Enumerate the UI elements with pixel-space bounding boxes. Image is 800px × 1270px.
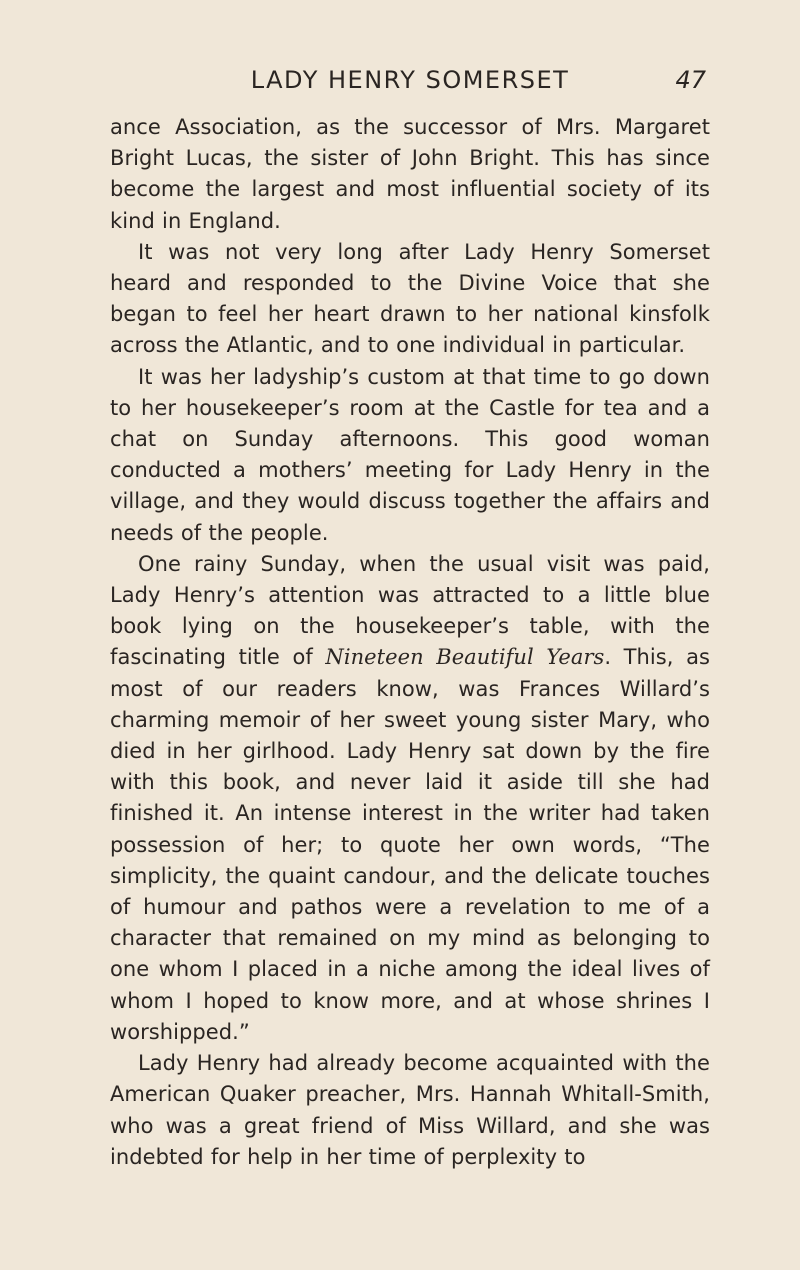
body-text: [110, 112, 710, 1173]
paragraph: [110, 1048, 710, 1173]
paragraph-text: . This, as most of our readers know, was Frances Willard’s charming memoir of her sweet young sister Mary, who died in her girlhood. Lady Henry sat down by the fire with this book, and never laid it aside till she had finished it. An intense interest in the writer had taken possession of her; to quote her own words, “The simplicity, the quaint candour, and the delicate touches of humour and pathos were a revelation to me of a character that remained on my mind as belonging to one whom I placed in a niche among the ideal lives of whom I hoped to know more, and at whose shrines I worshipped.”: [110, 645, 710, 1044]
paragraph-text: One rainy Sunday, when the usual visit was paid, Lady Henry’s attention was attracted to a little blue book lying on the housekeeper’s table, with the fascinating title of: [110, 551, 710, 670]
paragraph-text: It was her ladyship’s custom at that time to go down to her housekeeper’s room at the Castle for tea and a chat on Sunday afternoons. This good woman conducted a mothers’ meeting for Lady Henry in the village, and they would discuss together the affairs and needs of the people.: [110, 364, 710, 545]
running-title: LADY HENRY SOMERSET: [250, 66, 570, 94]
paragraph-text: ance Association, as the successor of Mrs. Margaret Bright Lucas, the sister of John Bright. This has since become the largest and most influential society of its kind in England.: [110, 115, 710, 233]
page-number: 47: [675, 66, 706, 94]
paragraph: [110, 237, 710, 362]
book-title: Nineteen Beautiful Years: [325, 645, 605, 670]
running-head: [110, 62, 710, 98]
paragraph: [110, 362, 710, 549]
paragraph: [110, 549, 710, 1048]
paragraph-text: Lady Henry had already become acquainted with the American Quaker preacher, Mrs. Hannah Whitall-Smith, who was a great friend of Miss Willard, and she was indebted for help in her time of perplexity to: [110, 1051, 710, 1169]
paragraph: [110, 112, 710, 237]
paragraph-text: It was not very long after Lady Henry Somerset heard and responded to the Divine Voice that she began to feel her heart drawn to her national kinsfolk across the Atlantic, and to one individual in particular.: [110, 239, 710, 358]
